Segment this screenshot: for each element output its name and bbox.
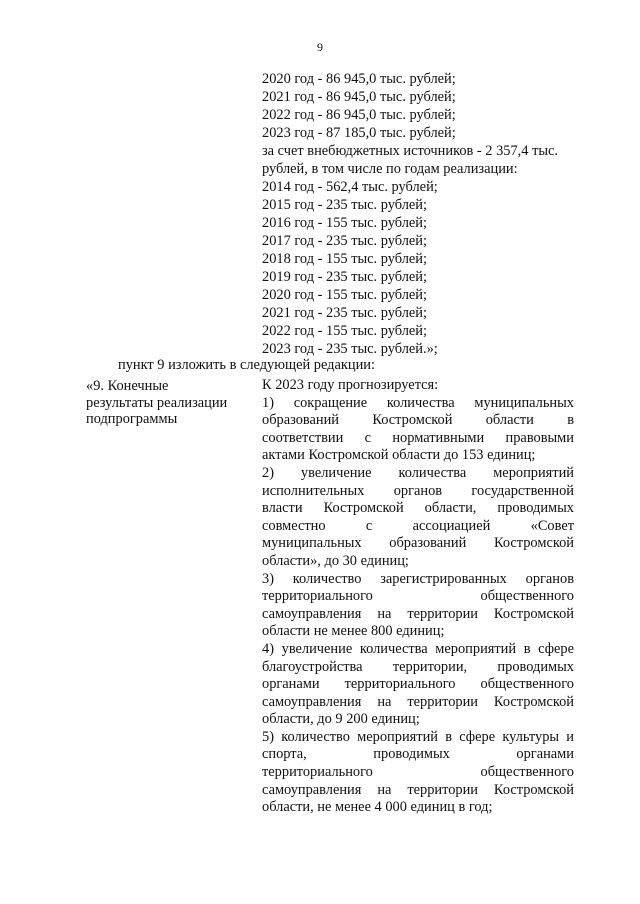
table-right-line: территориального общественного xyxy=(262,588,574,605)
table-right-cell xyxy=(262,377,574,817)
table-right-line: 4) увеличение количества мероприятий в сфере xyxy=(262,640,574,657)
funding-line: 2022 год - 155 тыс. рублей; xyxy=(262,323,427,339)
table-right-line: 1) сокращение количества муниципальных xyxy=(262,394,574,411)
table-right-line: области не менее 800 единиц; xyxy=(262,623,445,640)
table-right-line: актами Костромской области до 153 единиц; xyxy=(262,447,536,464)
funding-line: 2018 год - 155 тыс. рублей; xyxy=(262,251,427,267)
table-left-cell xyxy=(86,378,256,428)
table-left-line: результаты реализации xyxy=(86,394,228,411)
funding-line: 2014 год - 562,4 тыс. рублей; xyxy=(262,179,438,195)
funding-line: 2020 год - 86 945,0 тыс. рублей; xyxy=(262,71,456,87)
table-right-line: области», до 30 единиц; xyxy=(262,552,409,569)
table-right-line: 5) количество мероприятий в сфере культуры и xyxy=(262,728,574,745)
table-right-line: совместно с ассоциацией «Совет xyxy=(262,517,574,534)
table-right-line: органами территориального общественного xyxy=(262,676,574,693)
funding-line: 2016 год - 155 тыс. рублей; xyxy=(262,215,427,231)
funding-line: 2023 год - 235 тыс. рублей.»; xyxy=(262,341,438,357)
table-right-line: соответствии с нормативными правовыми xyxy=(262,429,574,446)
funding-line: 2021 год - 86 945,0 тыс. рублей; xyxy=(262,89,456,105)
table-right-line: 3) количество зарегистрированных органов xyxy=(262,570,574,587)
table-right-line: спорта, проводимых органами xyxy=(262,746,574,763)
intro-paragraph: пункт 9 изложить в следующей редакции: xyxy=(118,357,375,373)
funding-line: 2015 год - 235 тыс. рублей; xyxy=(262,197,427,213)
table-right-line: самоуправления на территории Костромской xyxy=(262,693,574,710)
table-right-line: самоуправления на территории Костромской xyxy=(262,605,574,622)
funding-line: 2020 год - 155 тыс. рублей; xyxy=(262,287,427,303)
funding-line: рублей, в том числе по годам реализации: xyxy=(262,161,518,177)
funding-line: 2022 год - 86 945,0 тыс. рублей; xyxy=(262,107,456,123)
table-right-line: 2) увеличение количества мероприятий xyxy=(262,464,574,481)
funding-line: 2023 год - 87 185,0 тыс. рублей; xyxy=(262,125,456,141)
table-left-line: подпрограммы xyxy=(86,411,178,427)
funding-line: 2017 год - 235 тыс. рублей; xyxy=(262,233,427,249)
funding-line: 2021 год - 235 тыс. рублей; xyxy=(262,305,427,321)
table-right-line: территориального общественного xyxy=(262,764,574,781)
page-number: 9 xyxy=(317,40,323,54)
table-right-line: исполнительных органов государственной xyxy=(262,482,574,499)
table-left-line: «9. Конечные xyxy=(86,378,169,394)
table-right-line: области, до 9 200 единиц; xyxy=(262,711,420,728)
funding-by-year-list xyxy=(262,70,582,358)
table-right-line: самоуправления на территории Костромской xyxy=(262,781,574,798)
table-right-line: власти Костромской области, проводимых xyxy=(262,500,574,517)
funding-line: за счет внебюджетных источников - 2 357,4 тыс. xyxy=(262,143,559,159)
table-right-line: К 2023 году прогнозируется: xyxy=(262,377,439,393)
table-right-line: области, не менее 4 000 единиц в год; xyxy=(262,799,493,816)
funding-line: 2019 год - 235 тыс. рублей; xyxy=(262,269,427,285)
table-right-line: благоустройства территории, проводимых xyxy=(262,658,574,675)
table-right-line: муниципальных образований Костромской xyxy=(262,535,574,552)
table-right-line: образований Костромской области в xyxy=(262,412,574,429)
